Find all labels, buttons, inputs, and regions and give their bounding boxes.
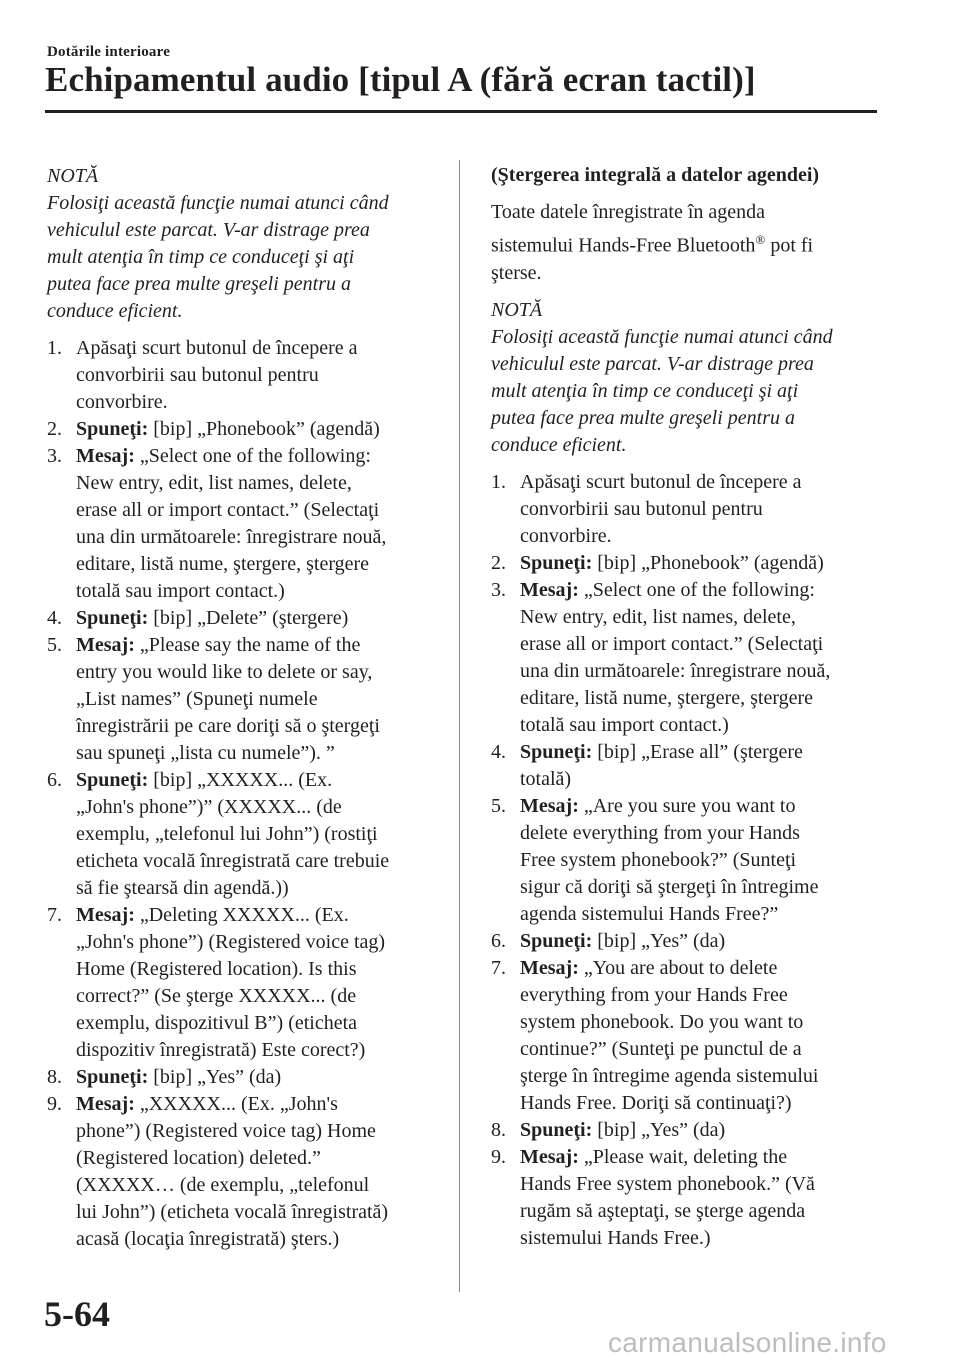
step-keyword: Spuneţi: xyxy=(76,418,149,440)
step-line-text: acasă (locaţia înregistrată) şters.) xyxy=(76,1228,340,1250)
step-line-text: „Select one of the following: xyxy=(578,578,815,601)
step-line-text: să fie ştearsă din agendă.)) xyxy=(76,877,289,899)
step-line-text: (XXXXX… (de exemplu, „telefonul xyxy=(76,1174,370,1196)
section-label: Dotările interioare xyxy=(47,44,171,60)
step-text xyxy=(520,1117,891,1144)
step-line xyxy=(520,928,891,955)
intro-line xyxy=(491,226,891,260)
step-line xyxy=(520,1036,891,1063)
step-number: 6. xyxy=(47,769,62,791)
step-number: 2. xyxy=(47,418,62,440)
step-line xyxy=(520,1009,891,1036)
step-line-text: „Please say the name of the xyxy=(134,634,361,656)
step-keyword: Mesaj: xyxy=(520,578,579,601)
step-list xyxy=(47,335,447,1253)
step-number: 6. xyxy=(491,929,506,952)
step-line-text: erase all or import contact.” (Selectaţi xyxy=(520,632,824,655)
step-line-text: „XXXXX... (Ex. „John's xyxy=(134,1093,338,1115)
step-line xyxy=(520,604,891,631)
step-item xyxy=(491,1117,891,1144)
step-line-text: exemplu, dispozitivul B”) (eticheta xyxy=(76,1012,358,1034)
step-line xyxy=(76,902,447,929)
step-item xyxy=(491,469,891,550)
intro-text: pot fi xyxy=(765,234,814,257)
step-line-text: erase all or import contact.” (Selectaţi xyxy=(76,499,380,521)
step-keyword: Mesaj: xyxy=(520,956,579,979)
step-text xyxy=(520,928,891,955)
step-line xyxy=(520,820,891,847)
step-line xyxy=(76,1199,447,1226)
step-line xyxy=(76,335,447,362)
step-line-text: [bip] „Erase all” (ştergere xyxy=(592,740,803,763)
step-line-text: New entry, edit, list names, delete, xyxy=(76,472,352,494)
page-title: Echipamentul audio [tipul A (fără ecran tactil)] xyxy=(45,60,756,99)
step-line-text: „John's phone”)” (XXXXX... (de xyxy=(76,796,342,818)
step-line-text: una din următoarele: înregistrare nouă, xyxy=(520,659,831,682)
step-line xyxy=(520,874,891,901)
step-line-text: sistemului Hands Free.) xyxy=(520,1226,711,1249)
step-line xyxy=(520,955,891,982)
step-line xyxy=(76,740,447,767)
step-line xyxy=(76,551,447,578)
step-line-text: New entry, edit, list names, delete, xyxy=(520,605,796,628)
step-line xyxy=(520,685,891,712)
step-line xyxy=(76,470,447,497)
step-line-text: totală) xyxy=(520,767,572,790)
step-line-text: [bip] „Phonebook” (agendă) xyxy=(148,418,380,440)
note-line: putea face prea multe greşeli pentru a xyxy=(491,406,796,429)
step-line xyxy=(520,1171,891,1198)
step-line xyxy=(76,578,447,605)
step-line-text: agenda sistemului Hands Free?” xyxy=(520,902,779,925)
step-line-text: „Please wait, deleting the xyxy=(578,1145,788,1168)
step-line xyxy=(76,605,447,632)
step-number: 7. xyxy=(47,904,62,926)
step-line xyxy=(76,632,447,659)
step-keyword: Mesaj: xyxy=(76,904,135,926)
step-line xyxy=(520,550,891,577)
step-line-text: Apăsaţi scurt butonul de începere a xyxy=(520,470,802,493)
step-line-text: dispozitiv înregistrată) Este corect?) xyxy=(76,1039,366,1061)
step-item xyxy=(47,902,447,1064)
note-label: NOTĂ xyxy=(491,298,543,321)
step-line-text: system phonebook. Do you want to xyxy=(520,1010,804,1033)
step-number: 1. xyxy=(47,337,62,359)
step-line-text: editare, listă nume, ştergere, ştergere xyxy=(76,553,370,575)
step-keyword: Spuneţi: xyxy=(520,929,593,952)
step-line xyxy=(76,1172,447,1199)
step-line-text: correct?” (Se şterge XXXXX... (de xyxy=(76,985,357,1007)
page-number: 5-64 xyxy=(44,1294,110,1334)
step-line-text: [bip] „Delete” (ştergere) xyxy=(148,607,349,629)
note-line: Folosiţi această funcţie numai atunci când xyxy=(491,325,833,348)
step-line xyxy=(520,523,891,550)
step-line-text: una din următoarele: înregistrare nouă, xyxy=(76,526,387,548)
step-line-text: [bip] „Yes” (da) xyxy=(148,1066,282,1088)
step-line xyxy=(76,1064,447,1091)
step-number: 2. xyxy=(491,551,506,574)
step-line-text: everything from your Hands Free xyxy=(520,983,788,1006)
note-text xyxy=(491,324,891,459)
step-line-text: eticheta vocală înregistrată care trebuie xyxy=(76,850,390,872)
step-line-text: convorbirii sau butonul pentru xyxy=(76,364,319,386)
step-line-text: (Registered location) deleted.” xyxy=(76,1147,321,1169)
step-item xyxy=(491,1144,891,1252)
step-line xyxy=(520,847,891,874)
step-line xyxy=(76,713,447,740)
step-line xyxy=(520,739,891,766)
note-line: conduce eficient. xyxy=(47,300,183,322)
step-text xyxy=(76,335,447,416)
column-divider xyxy=(459,160,460,1292)
intro-text: sistemului Hands-Free Bluetooth xyxy=(491,234,756,257)
step-line xyxy=(76,821,447,848)
step-line xyxy=(76,1118,447,1145)
step-line xyxy=(520,469,891,496)
step-line xyxy=(76,767,447,794)
step-keyword: Mesaj: xyxy=(76,634,135,656)
step-line-text: şterge în întregime agenda sistemului xyxy=(520,1064,819,1087)
step-line-text: Hands Free. Doriţi să continuaţi?) xyxy=(520,1091,792,1114)
intro-line: şterse. xyxy=(491,261,542,284)
step-text xyxy=(520,739,891,793)
step-text xyxy=(76,605,447,632)
step-keyword: Spuneţi: xyxy=(76,769,149,791)
note-line: vehiculul este parcat. V-ar distrage prea xyxy=(47,219,370,241)
step-line xyxy=(76,1037,447,1064)
step-line-text: [bip] „Yes” (da) xyxy=(592,1118,726,1141)
step-text xyxy=(520,793,891,928)
left-column xyxy=(47,160,447,1253)
note-line: vehiculul este parcat. V-ar distrage prea xyxy=(491,352,814,375)
step-text xyxy=(520,550,891,577)
intro-line: Toate datele înregistrate în agenda xyxy=(491,201,766,223)
step-line-text: continue?” (Sunteţi pe punctul de a xyxy=(520,1037,802,1060)
step-line xyxy=(76,686,447,713)
step-number: 9. xyxy=(47,1093,62,1115)
step-text xyxy=(76,632,447,767)
step-line xyxy=(76,524,447,551)
step-keyword: Spuneţi: xyxy=(76,607,149,629)
step-line-text: sau spuneţi „lista cu numele”). ” xyxy=(76,742,335,764)
step-item xyxy=(47,1064,447,1091)
step-item xyxy=(47,605,447,632)
step-text xyxy=(76,1064,447,1091)
step-line-text: „Are you sure you want to xyxy=(578,794,796,817)
step-item xyxy=(47,767,447,902)
step-line xyxy=(76,659,447,686)
step-line xyxy=(520,1063,891,1090)
step-text xyxy=(76,416,447,443)
step-line-text: phone”) (Registered voice tag) Home xyxy=(76,1120,376,1142)
note-line: putea face prea multe greşeli pentru a xyxy=(47,273,352,295)
step-line-text: Hands Free system phonebook.” (Vă xyxy=(520,1172,815,1195)
step-number: 1. xyxy=(491,470,506,493)
step-number: 3. xyxy=(491,578,506,601)
step-line-text: rugăm să aşteptaţi, se şterge agenda xyxy=(520,1199,806,1222)
step-number: 7. xyxy=(491,956,506,979)
step-line xyxy=(76,443,447,470)
step-line-text: înregistrării pe care doriţi să o ştergeţi xyxy=(76,715,380,737)
step-item xyxy=(491,550,891,577)
step-keyword: Spuneţi: xyxy=(520,1118,593,1141)
step-line-text: entry you would like to delete or say, xyxy=(76,661,373,683)
step-keyword: Mesaj: xyxy=(520,794,579,817)
note-line: mult atenţia în timp ce conduceţi şi aţi xyxy=(47,246,355,268)
note-text xyxy=(47,190,447,325)
step-line xyxy=(76,929,447,956)
step-item xyxy=(47,416,447,443)
step-line-text: „Deleting XXXXX... (Ex. xyxy=(134,904,349,926)
step-line-text: convorbire. xyxy=(76,391,168,413)
step-keyword: Spuneţi: xyxy=(520,740,593,763)
step-line-text: delete everything from your Hands xyxy=(520,821,800,844)
step-text xyxy=(76,1091,447,1253)
note-label: NOTĂ xyxy=(47,165,99,187)
step-text xyxy=(76,902,447,1064)
step-keyword: Mesaj: xyxy=(520,1145,579,1168)
step-line xyxy=(520,658,891,685)
step-line xyxy=(76,875,447,902)
step-item xyxy=(491,739,891,793)
step-item xyxy=(491,793,891,928)
step-number: 3. xyxy=(47,445,62,467)
step-number: 8. xyxy=(491,1118,506,1141)
step-line xyxy=(76,497,447,524)
step-number: 4. xyxy=(47,607,62,629)
note-line: conduce eficient. xyxy=(491,433,627,456)
step-keyword: Mesaj: xyxy=(76,445,135,467)
step-line xyxy=(76,389,447,416)
step-line-text: „You are about to delete xyxy=(578,956,778,979)
step-item xyxy=(491,928,891,955)
step-keyword: Spuneţi: xyxy=(520,551,593,574)
step-list xyxy=(491,469,891,1252)
step-item xyxy=(47,443,447,605)
right-column xyxy=(491,160,891,1252)
step-text xyxy=(76,443,447,605)
registered-mark: ® xyxy=(755,232,766,247)
step-line xyxy=(520,577,891,604)
step-line-text: Free system phonebook?” (Sunteţi xyxy=(520,848,797,871)
step-line xyxy=(520,1090,891,1117)
step-line-text: totală sau import contact.) xyxy=(76,580,285,602)
step-line xyxy=(520,1225,891,1252)
step-item xyxy=(47,632,447,767)
step-line-text: convorbire. xyxy=(520,524,612,547)
step-line xyxy=(76,1010,447,1037)
step-line xyxy=(76,1226,447,1253)
step-text xyxy=(520,955,891,1117)
step-line-text: sigur că doriţi să ştergeţi în întregime xyxy=(520,875,819,898)
step-line xyxy=(520,901,891,928)
step-line-text: editare, listă nume, ştergere, ştergere xyxy=(520,686,814,709)
step-line-text: [bip] „Phonebook” (agendă) xyxy=(592,551,824,574)
step-text xyxy=(520,1144,891,1252)
step-number: 4. xyxy=(491,740,506,763)
step-line-text: Home (Registered location). Is this xyxy=(76,958,357,980)
step-line xyxy=(520,766,891,793)
step-keyword: Mesaj: xyxy=(76,1093,135,1115)
step-line xyxy=(520,496,891,523)
step-line xyxy=(76,362,447,389)
step-item xyxy=(47,335,447,416)
step-item xyxy=(491,955,891,1117)
step-line-text: convorbirii sau butonul pentru xyxy=(520,497,763,520)
step-item xyxy=(491,577,891,739)
step-text xyxy=(520,469,891,550)
step-line xyxy=(76,956,447,983)
step-item xyxy=(47,1091,447,1253)
step-line-text: lui John”) (eticheta vocală înregistrată) xyxy=(76,1201,389,1223)
step-line xyxy=(76,1091,447,1118)
step-line-text: [bip] „XXXXX... (Ex. xyxy=(148,769,333,791)
step-line-text: [bip] „Yes” (da) xyxy=(592,929,726,952)
step-line xyxy=(520,631,891,658)
section-subheading: (Ştergerea integrală a datelor agendei) xyxy=(491,164,820,186)
step-line-text: „List names” (Spuneţi numele xyxy=(76,688,318,710)
step-number: 5. xyxy=(47,634,62,656)
site-watermark: carmanualsonline.info xyxy=(608,1327,887,1358)
step-text xyxy=(76,767,447,902)
intro-paragraph xyxy=(491,199,891,287)
title-rule xyxy=(45,110,877,113)
step-keyword: Spuneţi: xyxy=(76,1066,149,1088)
step-text xyxy=(520,577,891,739)
step-line xyxy=(520,1198,891,1225)
step-line-text: „John's phone”) (Registered voice tag) xyxy=(76,931,386,953)
step-number: 9. xyxy=(491,1145,506,1168)
step-line xyxy=(76,1145,447,1172)
step-line-text: exemplu, „telefonul lui John”) (rostiţi xyxy=(76,823,378,845)
step-line xyxy=(76,983,447,1010)
step-line-text: totală sau import contact.) xyxy=(520,713,729,736)
step-line xyxy=(520,982,891,1009)
step-line xyxy=(520,712,891,739)
step-line xyxy=(520,793,891,820)
note-line: mult atenţia în timp ce conduceţi şi aţi xyxy=(491,379,799,402)
step-line xyxy=(520,1144,891,1171)
step-line xyxy=(76,416,447,443)
step-line xyxy=(76,848,447,875)
step-number: 8. xyxy=(47,1066,62,1088)
step-line xyxy=(520,1117,891,1144)
step-number: 5. xyxy=(491,794,506,817)
step-line-text: Apăsaţi scurt butonul de începere a xyxy=(76,337,358,359)
note-line: Folosiţi această funcţie numai atunci când xyxy=(47,192,389,214)
step-line xyxy=(76,794,447,821)
step-line-text: „Select one of the following: xyxy=(134,445,371,467)
